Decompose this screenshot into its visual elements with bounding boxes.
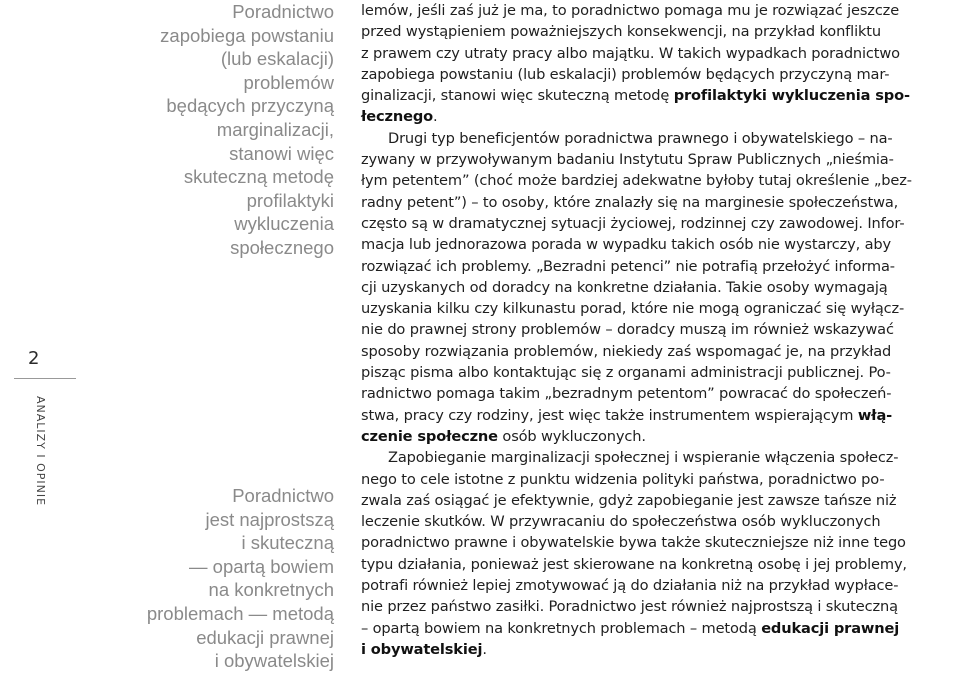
pullquote-line: skuteczną metodę <box>183 166 334 188</box>
article-body <box>361 0 958 660</box>
pullquote-bottom <box>120 484 334 673</box>
pullquote-line: społecznego <box>230 236 334 258</box>
emphasis: łecznego <box>361 108 434 126</box>
text-line: leczenie skutków. W przywracaniu do społeczeństwa osób wykluczonych <box>361 513 881 531</box>
pullquote-line: stanowi więc <box>229 142 334 164</box>
text-line: z prawem czy utraty pracy albo majątku. W takich wypadkach poradnictwo <box>361 44 900 62</box>
emphasis: edukacji prawnej <box>761 619 900 637</box>
text-line <box>361 85 958 106</box>
text-line: typu działania, ponieważ jest skierowane na konkretną osobę i jej problemy, <box>361 555 907 573</box>
text-line: radny petent”) – to osoby, które znalazły się na marginesie społeczeństwa, <box>361 193 899 211</box>
text-line: często są w dramatycznej sytuacji życiowej, rodzinnej czy zawodowej. Infor- <box>361 214 905 232</box>
text-line: łym petentem” (choć może bardziej adekwatne byłoby tutaj określenie „bez- <box>361 172 912 190</box>
text-line: cji uzyskanych od doradcy na konkretne działania. Takie osoby wymagają <box>361 278 888 296</box>
text-line <box>361 106 958 127</box>
pullquote-line: marginalizacji, <box>216 118 334 140</box>
text-line: potrafi również lepiej zmotywować ją do działania niż na przykład wypłace- <box>361 577 899 595</box>
pullquote-line: (lub eskalacji) <box>220 48 334 70</box>
pullquote-top <box>120 0 334 260</box>
pullquote-line: problemów <box>243 71 334 93</box>
text-line <box>361 639 958 660</box>
text-run: stwa, pracy czy rodziny, jest więc także instrumentem wspierającym <box>361 406 858 424</box>
pullquote-line: edukacji prawnej <box>196 626 334 648</box>
text-line: rozwiązać ich problemy. „Bezradni petenci” nie potrafią przełożyć informa- <box>361 257 895 275</box>
text-line <box>361 618 958 639</box>
pullquote-line: i obywatelskiej <box>214 650 334 672</box>
pullquote-line: problemach — metodą <box>146 602 334 624</box>
pullquote-line: profilaktyki <box>246 189 334 211</box>
text-run: osób wykluczonych. <box>497 427 646 445</box>
pullquote-line: — opartą bowiem <box>189 555 334 577</box>
text-line: macja lub jednorazowa porada w wypadku takich osób nie wystarczy, aby <box>361 236 892 254</box>
text-line: zapobiega powstaniu (lub eskalacji) problemów będących przyczyną mar- <box>361 65 890 83</box>
side-strip <box>0 0 80 674</box>
page-number: 2 <box>28 348 40 369</box>
pullquote-line: jest najprostszą <box>205 508 334 530</box>
text-run: . <box>433 108 438 126</box>
text-line: radnictwo pomaga takim „bezradnym petentom” powracać do społeczeń- <box>361 385 892 403</box>
emphasis: włą- <box>857 406 893 424</box>
pullquote-line: Poradnictwo <box>232 1 334 22</box>
text-line <box>361 405 958 426</box>
text-line: Zapobieganie marginalizacji społecznej i wspieranie włączenia społecz- <box>388 449 899 467</box>
text-line: nie do prawnej strony problemów – doradcy muszą im również wskazywać <box>361 321 894 339</box>
emphasis: czenie społeczne <box>361 427 498 445</box>
text-line <box>361 426 958 447</box>
text-line: zywany w przywoływanym badaniu Instytutu Spraw Publicznych „nieśmia- <box>361 151 894 169</box>
text-line: poradnictwo prawne i obywatelskie bywa także skuteczniejsze niż inne tego <box>361 534 906 552</box>
pullquote-line: będących przyczyną <box>166 95 334 117</box>
text-line: nego to cele istotne z punktu widzenia polityki państwa, poradnictwo po- <box>361 470 885 488</box>
divider <box>14 378 76 379</box>
text-line: nie przez państwo zasiłki. Poradnictwo jest również najprostszą i skuteczną <box>361 598 898 616</box>
emphasis: profilaktyki wykluczenia spo- <box>673 87 910 105</box>
pullquote-line: Poradnictwo <box>232 485 334 506</box>
text-line: sposoby rozwiązania problemów, niekiedy zaś wspomagać je, na przykład <box>361 342 892 360</box>
section-label: ANALIZY I OPINIE <box>34 396 47 507</box>
pullquote-line: na konkretnych <box>208 579 334 601</box>
text-line: pisząc pisma albo kontaktując się z organami administracji publicznej. Po- <box>361 364 891 382</box>
pullquote-line: zapobiega powstaniu <box>160 24 334 46</box>
text-run: ginalizacji, stanowi więc skuteczną metodę <box>361 87 674 105</box>
text-line: zwala zaś osiągać je efektywnie, gdyż zapobieganie jest zawsze tańsze niż <box>361 491 897 509</box>
text-run: – opartą bowiem na konkretnych problemach – metodą <box>361 619 762 637</box>
text-line: lemów, jeśli zaś już je ma, to poradnictwo pomaga mu je rozwiązać jeszcze <box>361 2 900 19</box>
text-run: . <box>482 640 487 658</box>
text-line: Drugi typ beneficjentów poradnictwa prawnego i obywatelskiego – na- <box>388 129 893 147</box>
pullquote-line: i skuteczną <box>241 532 334 554</box>
pullquote-line: wykluczenia <box>234 213 334 235</box>
emphasis: i obywatelskiej <box>361 640 483 658</box>
text-line: uzyskania kilku czy kilkunastu porad, które nie mogą ograniczać się wyłącz- <box>361 300 905 318</box>
text-line: przed wystąpieniem poważniejszych konsekwencji, na przykład konfliktu <box>361 23 881 41</box>
